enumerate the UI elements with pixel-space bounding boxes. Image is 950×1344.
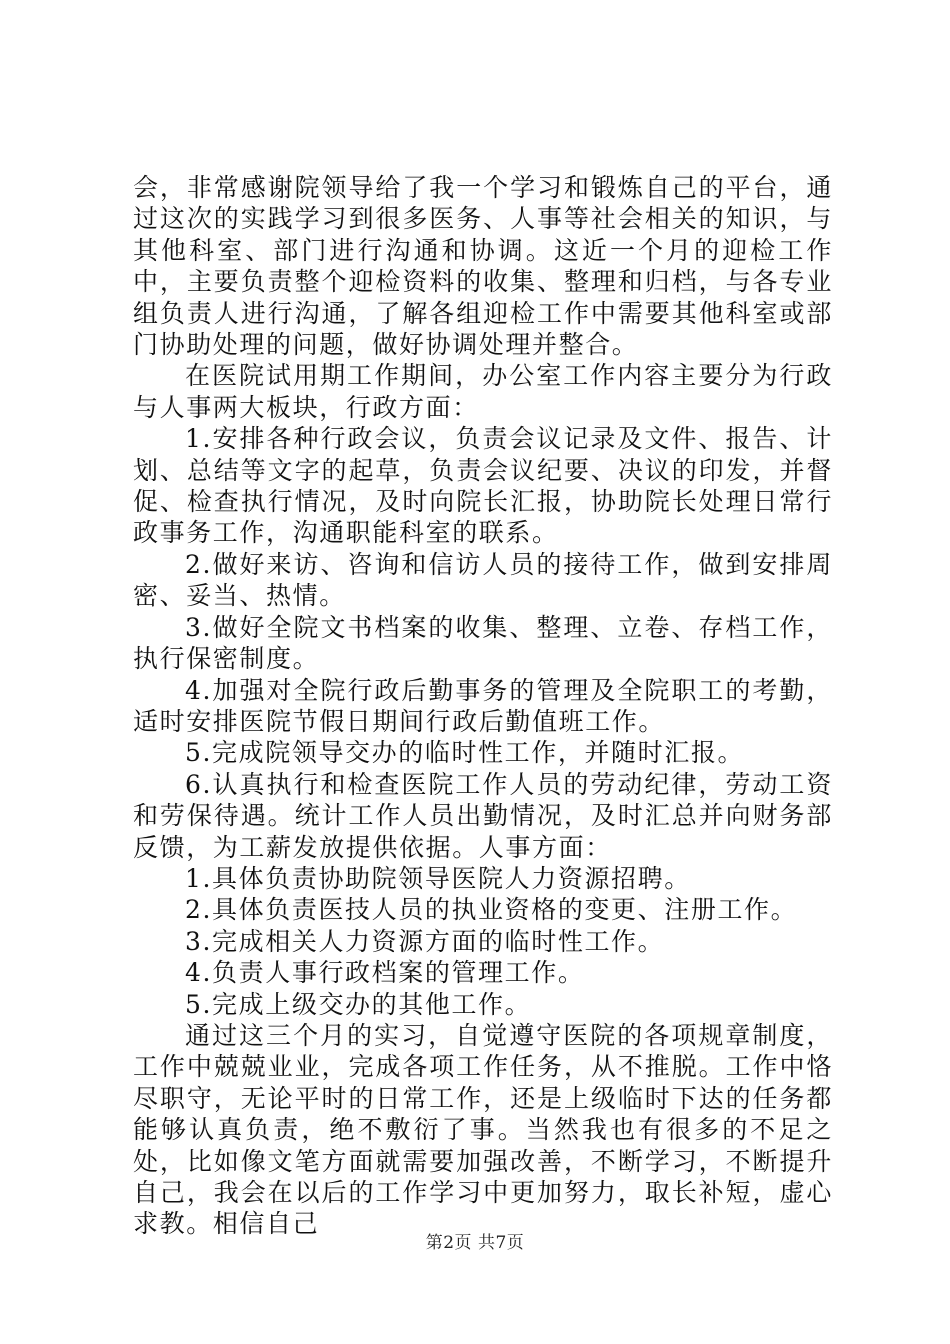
document-body bbox=[133, 172, 833, 1240]
paragraph-2: 在医院试用期工作期间，办公室工作内容主要分为行政与人事两大板块，行政方面： bbox=[133, 361, 833, 422]
paragraph-11: 3.完成相关人力资源方面的临时性工作。 bbox=[185, 926, 665, 956]
paragraph-6: 4.加强对全院行政后勤事务的管理及全院职工的考勤，适时安排医院节假日期间行政后勤值班工作。 bbox=[133, 675, 833, 736]
paragraph-3: 1.安排各种行政会议，负责会议记录及文件、报告、计划、总结等文字的起草，负责会议纪要、决议的印发，并督促、检查执行情况，及时向院长汇报，协助院长处理日常行政事务工作，沟通职能科室的联系。 bbox=[133, 424, 833, 548]
paragraph-14: 通过这三个月的实习，自觉遵守医院的各项规章制度，工作中兢兢业业，完成各项工作任务，从不推脱。工作中恪尽职守，无论平时的日常工作，还是上级临时下达的任务都能够认真负责，绝不敷衍了事。当然我也有很多的不足之处，比如像文笔方面就需要加强改善，不断学习，不断提升自己，我会在以后的工作学习中更加努力，取长补短，虚心求教。相信自己 bbox=[133, 1020, 833, 1239]
paragraph-4: 2.做好来访、咨询和信访人员的接待工作，做到安排周密、妥当、热情。 bbox=[133, 549, 833, 611]
paragraph-8: 6.认真执行和检查医院工作人员的劳动纪律，劳动工资和劳保待遇。统计工作人员出勤情况，及时汇总并向财务部反馈，为工薪发放提供依据。人事方面： bbox=[133, 769, 833, 862]
paragraph-5: 3.做好全院文书档案的收集、整理、立卷、存档工作，执行保密制度。 bbox=[133, 612, 833, 674]
paragraph-9: 1.具体负责协助院领导医院人力资源招聘。 bbox=[185, 863, 691, 893]
paragraph-12: 4.负责人事行政档案的管理工作。 bbox=[185, 958, 585, 988]
paragraph-7: 5.完成院领导交办的临时性工作，并随时汇报。 bbox=[185, 738, 745, 768]
page-number-footer: 第2页 共7页 bbox=[425, 1233, 525, 1253]
paragraph-1: 会，非常感谢院领导给了我一个学习和锻炼自己的平台，通过这次的实践学习到很多医务、人事等社会相关的知识，与其他科室、部门进行沟通和协调。这近一个月的迎检工作中，主要负责整个迎检资料的收集、整理和归档，与各专业组负责人进行沟通，了解各组迎检工作中需要其他科室或部门协助处理的问题，做好协调处理并整合。 bbox=[133, 173, 833, 360]
paragraph-10: 2.具体负责医技人员的执业资格的变更、注册工作。 bbox=[185, 895, 798, 925]
paragraph-13: 5.完成上级交办的其他工作。 bbox=[185, 989, 532, 1019]
